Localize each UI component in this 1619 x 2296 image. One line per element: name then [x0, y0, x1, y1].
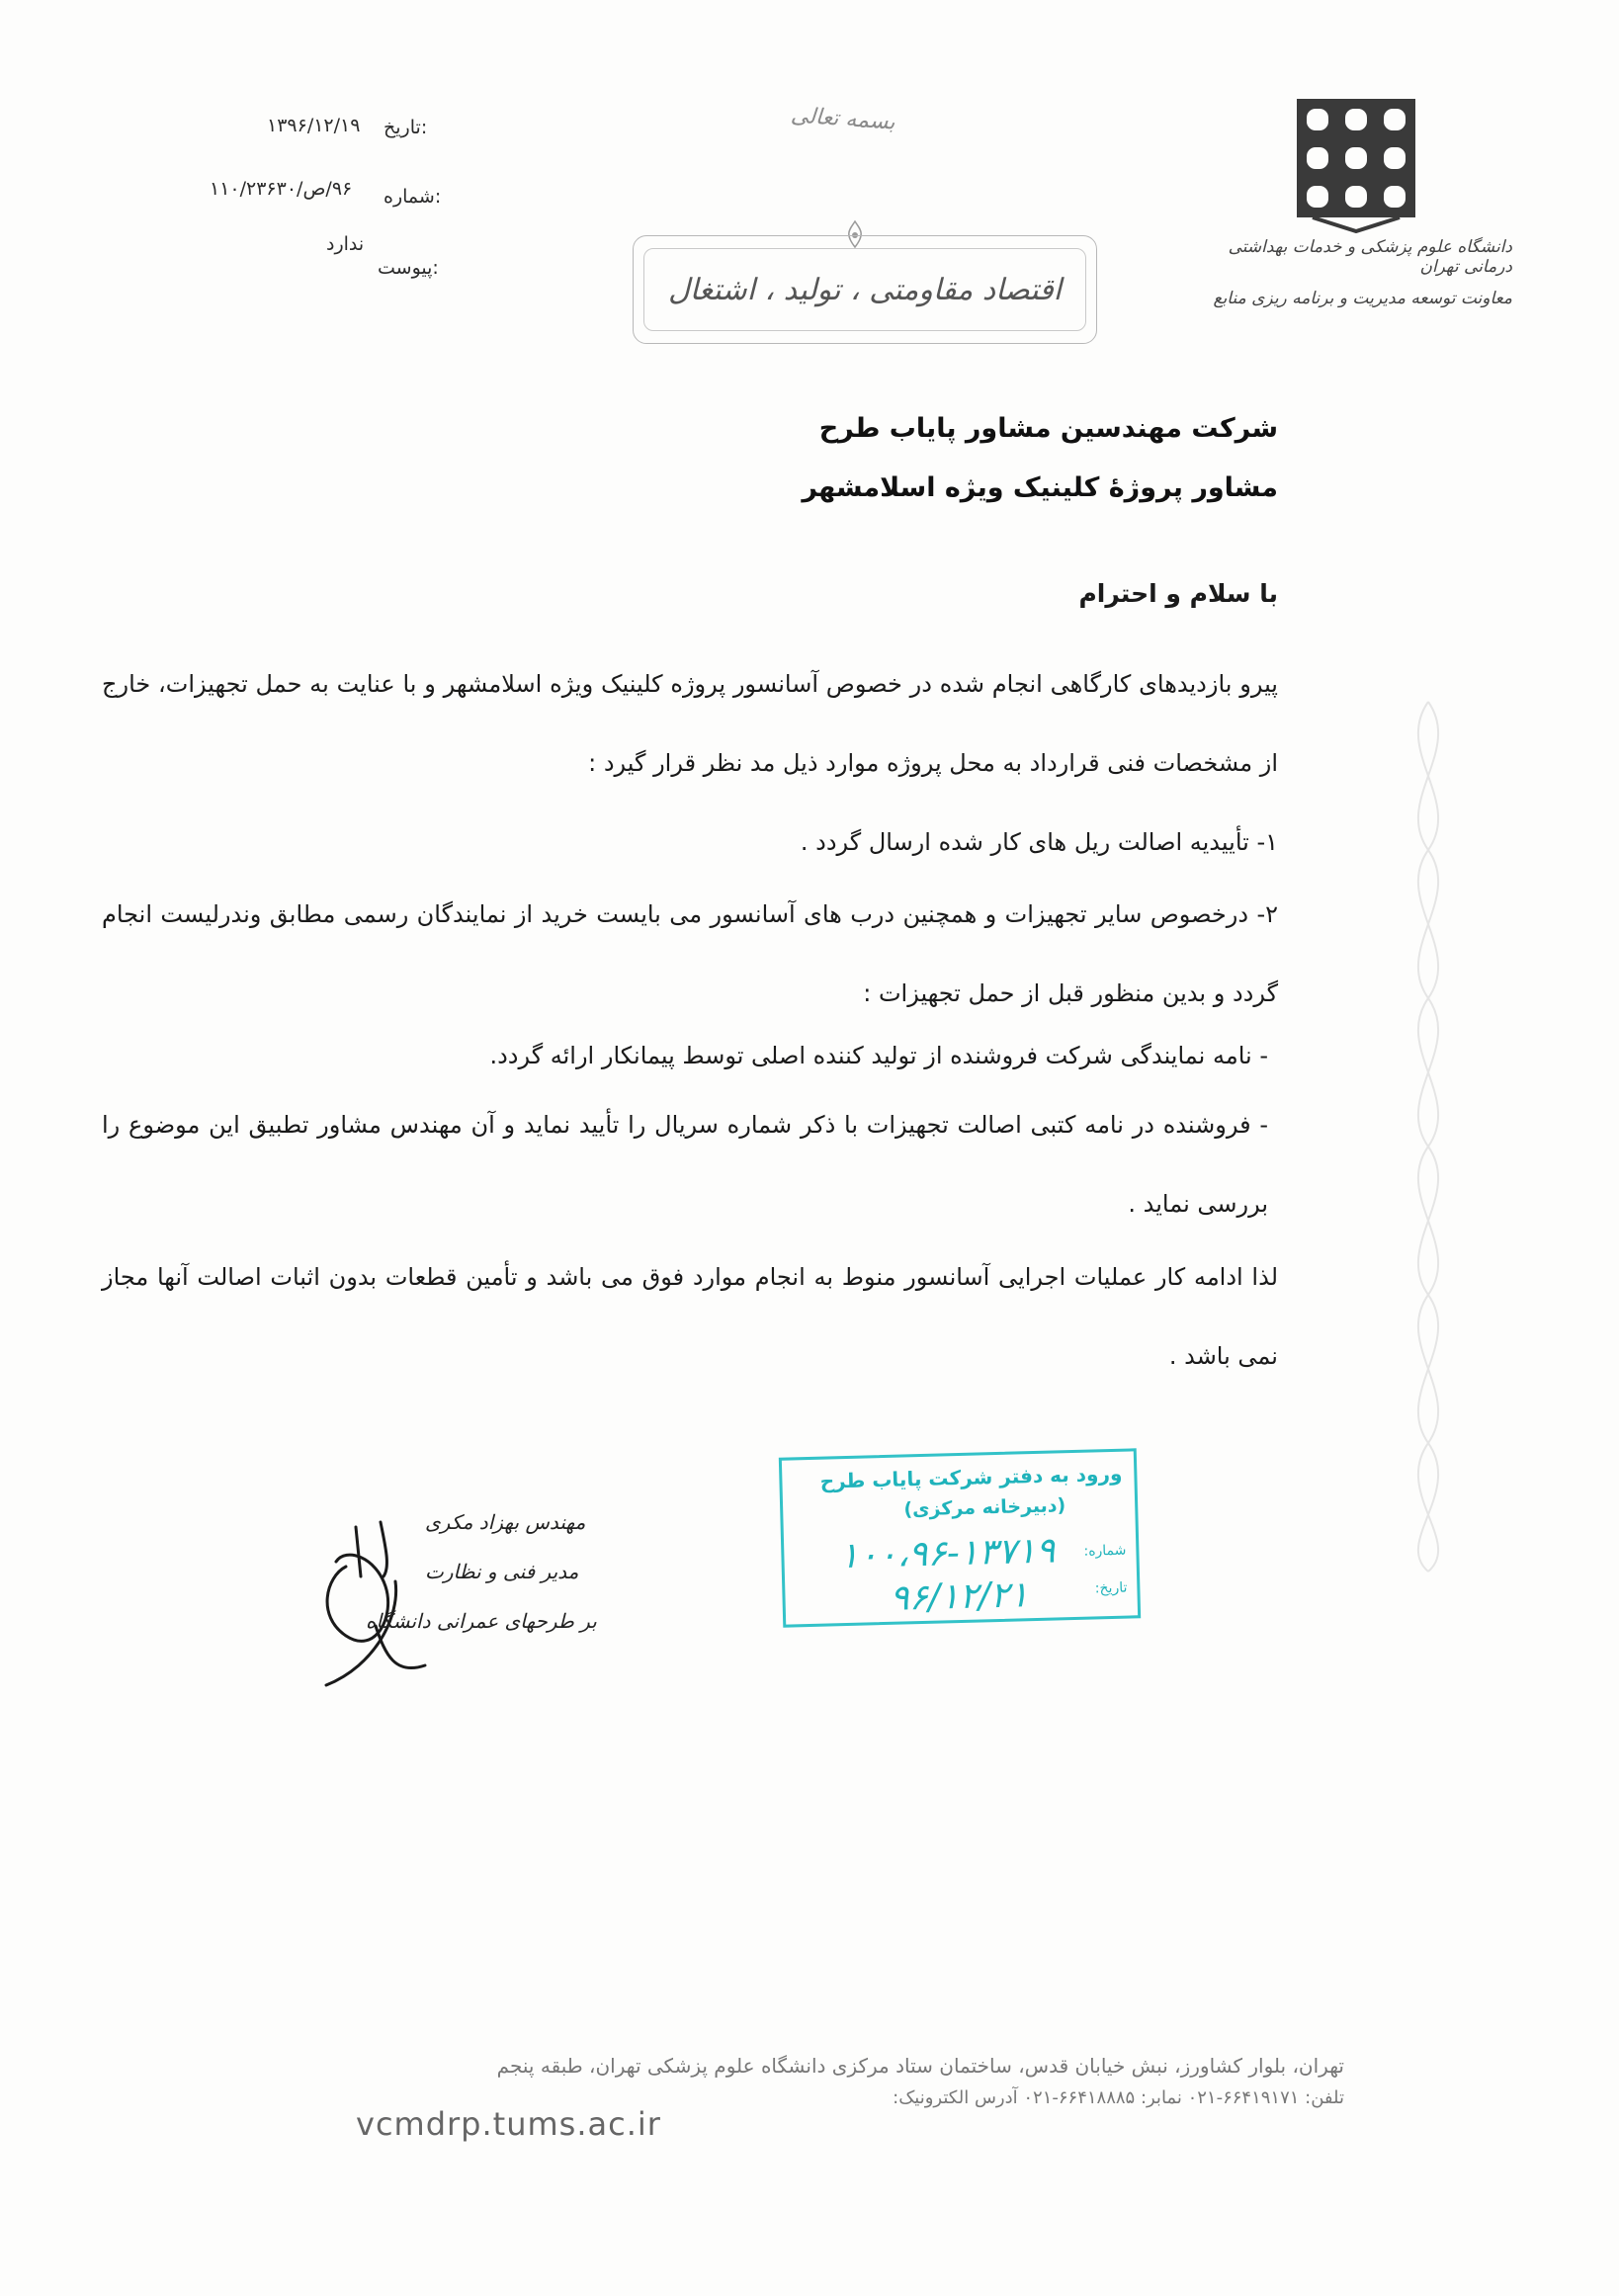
stamp-date-label: تاریخ: [1094, 1579, 1128, 1597]
attachment-value: ندارد [326, 233, 365, 255]
stamp-number-label: شماره: [1083, 1542, 1127, 1560]
closing-paragraph: لذا ادامه کار عملیات اجرایی آسانسور منوط به انجام موارد فوق می باشد و تأمین قطعات بدون اثبات اصالت آنها مجاز نمی باشد . [102, 1263, 1278, 1370]
bismillah: بسمه تعالی [790, 103, 896, 135]
intro-paragraph: پیرو بازدیدهای کارگاهی انجام شده در خصوص آسانسور پروژه کلینیک ویژه اسلامشهر و با عنایت به حمل تجهیزات، خارج از مشخصات فنی قرارداد به محل پروژه موارد ذیل مد نظر قرار گیرد : [102, 670, 1278, 777]
footer-address: تهران، بلوار کشاورز، نبش خیابان قدس، ساختمان ستاد مرکزی دانشگاه علوم پزشکی تهران، طبقه پنجم [496, 2054, 1344, 2078]
sub-item-1: - نامه نمایندگی شرکت فروشنده از تولید کننده اصلی توسط پیمانکار ارائه گردد. [489, 1042, 1268, 1069]
slogan-text: اقتصاد مقاومتی ، تولید ، اشتغال [667, 272, 1062, 307]
footer-website: vcmdrp.tums.ac.ir [356, 2105, 661, 2143]
signature-icon [306, 1507, 445, 1695]
item-2: ۲- درخصوص سایر تجهیزات و همچنین درب های آسانسور می بایست خرید از نمایندگان رسمی مطابق وندرلیست انجام گردد و بدین منظور قبل از حمل تجهیزات : [102, 900, 1278, 1007]
attachment-label: پیوست: [378, 257, 439, 279]
university-name: دانشگاه علوم پزشکی و خدمات بهداشتی درمانی تهران [1228, 237, 1512, 277]
university-logo-icon [1293, 95, 1419, 233]
date-value: ۱۳۹۶/۱۲/۱۹ [267, 115, 361, 136]
date-label: تاریخ: [383, 117, 428, 138]
footer-contacts: تلفن: ۶۶۴۱۹۱۷۱-۰۲۱ نمابر: ۶۶۴۱۸۸۸۵-۰۲۱ آدرس الکترونیک: [893, 2087, 1344, 2108]
signatory-title: مدیر فنی و نظارت [425, 1560, 579, 1583]
stamp-number-value: ۱۰۰،۹۶-۱۳۷۱۹ [838, 1530, 1056, 1577]
signatory-scope: بر طرحهای عمرانی دانشگاه [366, 1609, 597, 1633]
recipient-company: شرکت مهندسین مشاور پایاب طرح [818, 413, 1278, 444]
signatory-name: مهندس بهزاد مکری [425, 1510, 586, 1534]
recipient-project: مشاور پروژهٔ کلینیک ویژه اسلامشهر [802, 472, 1278, 503]
margin-ornament-icon [1374, 692, 1483, 1581]
department-name: معاونت توسعه مدیریت و برنامه ریزی منابع [1213, 289, 1512, 308]
number-value: ۹۶/ص/۱۱۰/۲۳۶۳۰ [210, 178, 353, 200]
item-1: ۱- تأییدیه اصالت ریل های کار شده ارسال گردد . [800, 828, 1278, 856]
stamp-title: ورود به دفتر شرکت پایاب طرح [819, 1461, 1123, 1493]
slogan-frame [633, 235, 1097, 344]
stamp-date-value: ۹۶/۱۲/۲۱ [889, 1574, 1030, 1619]
number-label: شماره: [383, 186, 442, 208]
registry-stamp [779, 1448, 1141, 1627]
salutation: با سلام و احترام [1078, 579, 1278, 608]
stamp-subtitle: (دبیرخانه مرکزی) [903, 1494, 1066, 1521]
sub-item-2: - فروشنده در نامه کتبی اصالت تجهیزات با ذکر شماره سریال را تأیید نماید و آن مهندس مشاور تطبیق این موضوع را بررسی نماید . [102, 1111, 1268, 1218]
